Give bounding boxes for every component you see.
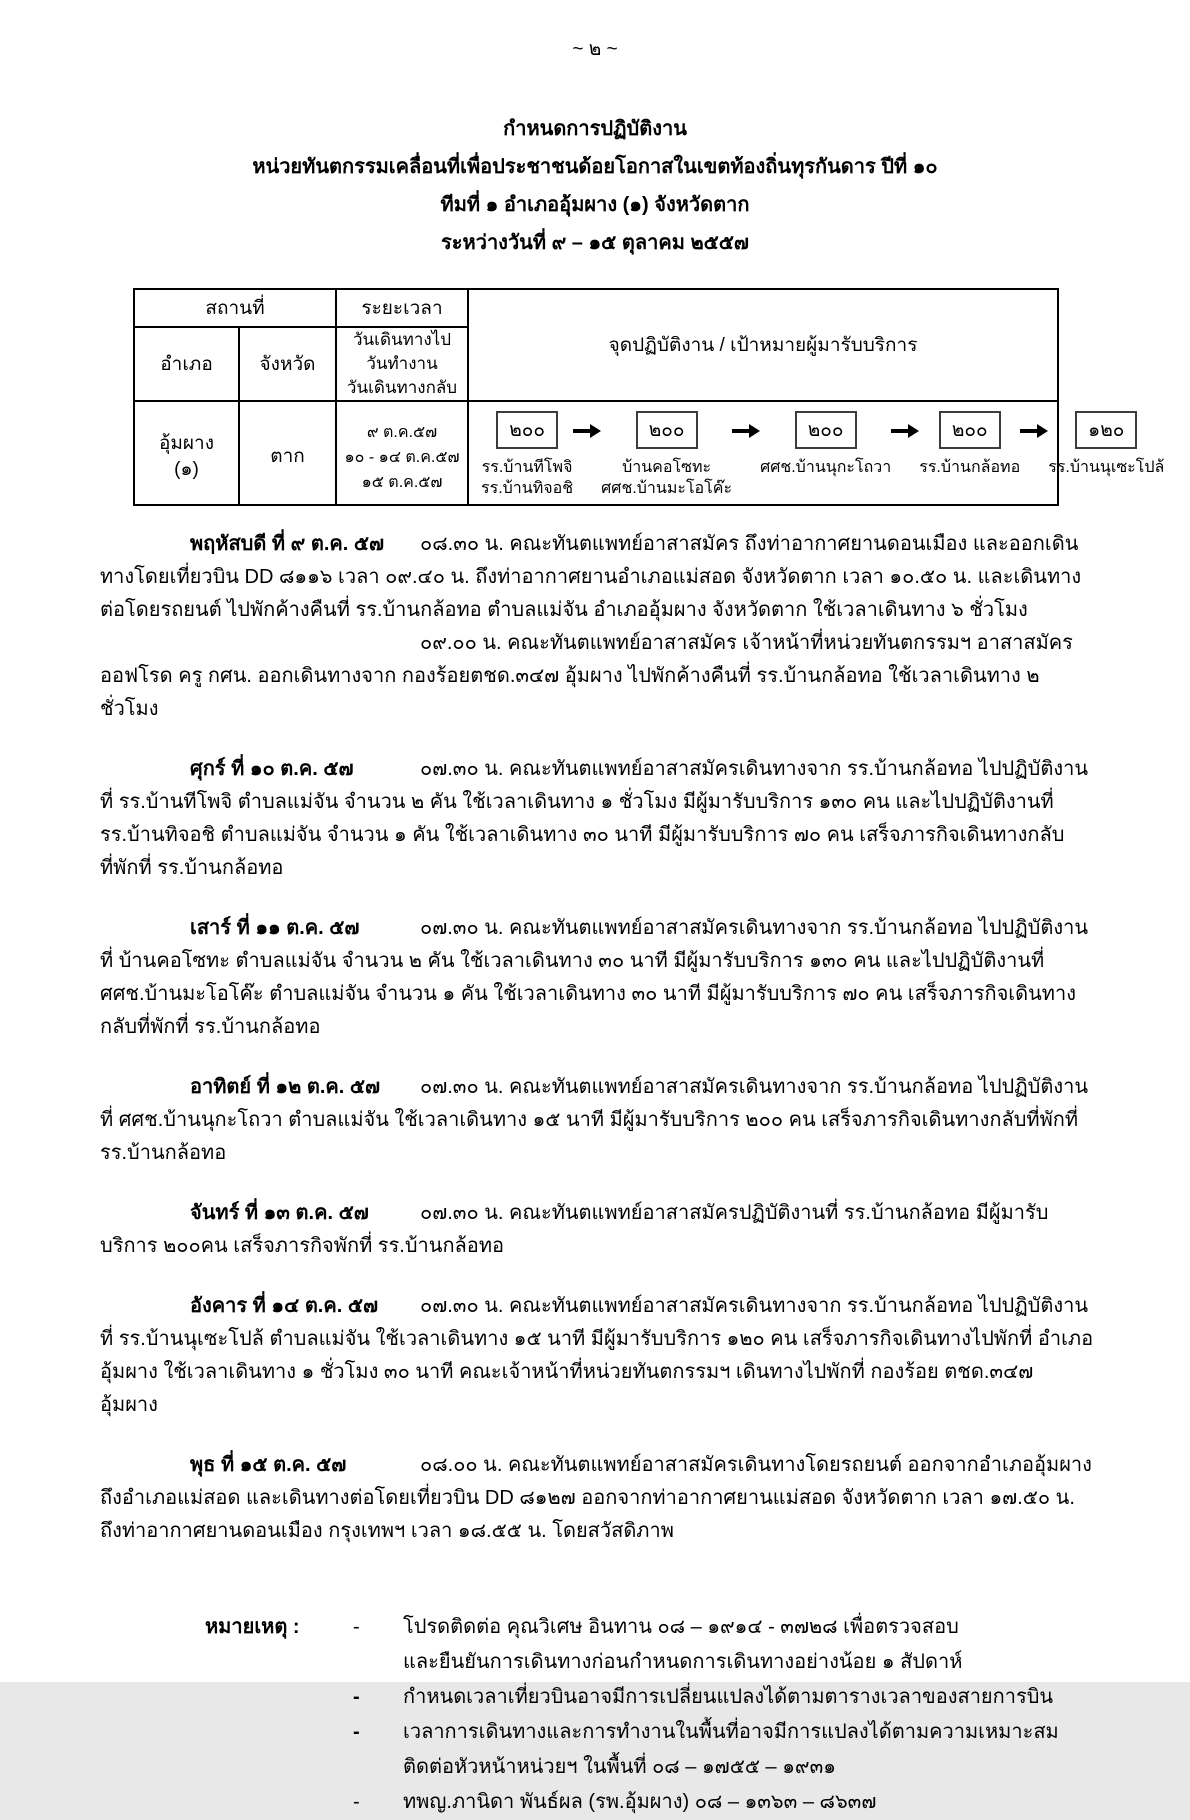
note-item: [353, 1680, 1095, 1715]
doc-title-line-3: ทีมที่ ๑ อำเภออุ้มผาง (๑) จังหวัดตาก: [440, 194, 750, 216]
bullet-dash: -: [353, 1616, 360, 1638]
paragraph-text: ๐๘.๓๐ น. คณะทันตแพทย์อาสาสมัคร ถึงท่าอากาศยานดอนเมือง และออกเดินทางโดยเที่ยวบิน DD ๘๑๑๖ เวลา ๐๙.๔๐ น. ถึงท่าอากาศยานอำเภอแม่สอด จังหวัดตาก เวลา ๑๐.๕๐ น. และเดินทางต่อโดยรถยนต์ ไปพักค้างคืนที่ รร.บ้านกล้อทอ ตำบลแม่จัน อำเภออุ้มผาง จังหวัดตาก ใช้เวลาเดินทาง ๖ ชั่วโมง: [100, 533, 1082, 621]
note-item: [353, 1785, 1095, 1820]
note-item: [353, 1610, 1095, 1680]
amphoe-line1: อุ้มผาง: [158, 433, 214, 454]
schedule-paragraph-fri: [100, 753, 1095, 885]
duration-sub-line2: วันทำงาน: [366, 354, 438, 373]
col-header-target: จุดปฏิบัติงาน / เป้าหมายผู้มารับบริการ: [468, 289, 1058, 401]
bullet-dash: -: [353, 1721, 360, 1743]
day-heading: เสาร์ ที่ ๑๑ ต.ค. ๕๗: [190, 917, 360, 939]
schedule-paragraph-wed: [100, 1449, 1095, 1548]
note-text: [403, 1610, 1095, 1680]
bullet-dash: -: [353, 1791, 360, 1813]
flow-box-value: ๒๐๐: [496, 411, 558, 449]
note-text: [403, 1680, 1095, 1715]
paragraph-text: ๐๘.๐๐ น. คณะทันตแพทย์อาสาสมัครเดินทางโดยรถยนต์ ออกจากอำเภออุ้มผาง ถึงอำเภอแม่สอด และเดินทางต่อโดยเที่ยวบิน DD ๘๑๒๗ ออกจากท่าอากาศยานแม่สอด จังหวัดตาก เวลา ๑๗.๕๐ น. ถึงท่าอากาศยานดอนเมือง กรุงเทพฯ เวลา ๑๘.๕๕ น. โดยสวัสดิภาพ: [100, 1454, 1092, 1542]
flow-box-sublabel: ศศช.บ้านมะโอโค๊ะ: [601, 480, 733, 497]
note-line: เวลาการเดินทางและการทำงานในพื้นที่อาจมีการแปลงได้ตามความเหมาะสม: [403, 1721, 1059, 1743]
flow-box-value: ๒๐๐: [795, 411, 857, 449]
arrow-right-icon: [573, 424, 601, 438]
flow-row: [481, 411, 1165, 499]
schedule-paragraph-thu: [100, 528, 1095, 627]
note-line: ทพญ.ภานิดา พันธ์ผล (รพ.อุ้มผาง) ๐๘ – ๑๓๖๓ – ๘๖๓๗: [403, 1791, 877, 1813]
flow-box-value: ๒๐๐: [939, 411, 1001, 449]
flow-node-1: [481, 411, 573, 499]
note-text: [403, 1785, 1095, 1820]
flow-box-label: รร.บ้านกล้อทอ: [919, 459, 1021, 476]
col-header-province: จังหวัด: [239, 327, 336, 401]
paragraph-text: ๐๗.๓๐ น. คณะทันตแพทย์อาสาสมัครเดินทางจาก รร.บ้านกล้อทอ ไปปฏิบัติงานที่ รร.บ้านทีโพจิ ตำบลแม่จัน จำนวน ๒ คัน ใช้เวลาเดินทาง ๑ ชั่วโมง มีผู้มารับบริการ ๑๓๐ คน และไปปฏิบัติงานที่ รร.บ้านทิจอชิ ตำบลแม่จัน จำนวน ๑ คัน ใช้เวลาเดินทาง ๓๐ นาที มีผู้มารับบริการ ๗๐ คน เสร็จภารกิจเดินทางกลับที่พักที่ รร.บ้านกล้อทอ: [100, 758, 1088, 879]
paragraph-text: ๐๗.๓๐ น. คณะทันตแพทย์อาสาสมัครปฏิบัติงานที่ รร.บ้านกล้อทอ มีผู้มารับบริการ ๒๐๐คน เสร็จภารกิจพักที่ รร.บ้านกล้อทอ: [100, 1202, 1049, 1257]
arrow-right-icon: [732, 424, 760, 438]
flow-node-4: [919, 411, 1020, 478]
flow-box-sublabel: รร.บ้านทิจอชิ: [481, 480, 574, 497]
doc-title-line-4: ระหว่างวันที่ ๙ – ๑๕ ตุลาคม ๒๕๕๗: [441, 232, 749, 254]
duration-sub-line3: วันเดินทางกลับ: [346, 378, 458, 397]
note-item: [353, 1715, 1095, 1785]
day-heading: อังคาร ที่ ๑๔ ต.ค. ๕๗: [190, 1295, 379, 1317]
date-return: ๑๕ ต.ค.๕๗: [361, 473, 443, 491]
flow-node-5: [1048, 411, 1164, 478]
amphoe-line2: (๑): [174, 459, 199, 480]
day-heading: พุธ ที่ ๑๕ ต.ค. ๕๗: [190, 1454, 347, 1476]
flow-node-2: [601, 411, 732, 499]
flow-box-label: บ้านคอโซทะ: [622, 459, 712, 476]
notes-section: [205, 1610, 1095, 1820]
note-text: [403, 1715, 1095, 1785]
cell-province: ตาก: [239, 401, 336, 505]
note-line: และยืนยันการเดินทางก่อนกำหนดการเดินทางอย่างน้อย ๑ สัปดาห์: [403, 1651, 963, 1673]
flow-node-3: [760, 411, 891, 478]
note-line: กำหนดเวลาเที่ยวบินอาจมีการเปลี่ยนแปลงได้ตามตารางเวลาของสายการบิน: [403, 1686, 1054, 1708]
doc-title-line-2: หน่วยทันตกรรมเคลื่อนที่เพื่อประชาชนด้อยโอกาสในเขตท้องถิ่นทุรกันดาร ปีที่ ๑๐: [252, 156, 938, 178]
flow-box-label: รร.บ้านนุเซะโปล้: [1048, 459, 1165, 476]
day-heading: ศุกร์ ที่ ๑๐ ต.ค. ๕๗: [190, 758, 354, 780]
flow-box-label: รร.บ้านทีโพจิ: [481, 459, 573, 476]
cell-flow-diagram: [468, 401, 1165, 505]
notes-label: หมายเหตุ :: [205, 1616, 300, 1638]
notes-items: [353, 1610, 1095, 1820]
schedule-paragraphs: [0, 528, 1190, 1548]
note-line: โปรดติดต่อ คุณวิเศษ อินทาน ๐๘ – ๑๙๑๔ - ๓๗๒๘ เพื่อตรวจสอบ: [403, 1616, 959, 1638]
doc-title-line-1: กำหนดการปฏิบัติงาน: [503, 118, 687, 140]
paragraph-text: ๐๗.๓๐ น. คณะทันตแพทย์อาสาสมัครเดินทางจาก รร.บ้านกล้อทอ ไปปฏิบัติงานที่ ศศช.บ้านนุกะโถวา ตำบลแม่จัน ใช้เวลาเดินทาง ๑๕ นาที มีผู้มารับบริการ ๒๐๐ คน เสร็จภารกิจเดินทางกลับที่พักที่ รร.บ้านกล้อทอ: [100, 1076, 1088, 1164]
col-header-amphoe: อำเภอ: [134, 327, 239, 401]
duration-sub-line1: วันเดินทางไป: [352, 330, 452, 349]
col-header-duration-sub: [336, 327, 468, 401]
cell-dates: [336, 401, 468, 505]
day-heading: อาทิตย์ ที่ ๑๒ ต.ค. ๕๗: [190, 1076, 381, 1098]
date-work: ๑๐ - ๑๔ ต.ค.๕๗: [344, 448, 460, 466]
cell-amphoe: [134, 401, 239, 505]
col-header-place: สถานที่: [134, 289, 336, 327]
schedule-paragraph-tue: [100, 1290, 1095, 1422]
bullet-dash: -: [353, 1686, 360, 1708]
flow-box-value: ๒๐๐: [636, 411, 698, 449]
arrow-right-icon: [891, 424, 919, 438]
schedule-paragraph-mon: [100, 1197, 1095, 1263]
table-row: [134, 401, 1058, 505]
flow-box-label: ศศช.บ้านนุกะโถวา: [760, 459, 892, 476]
paragraph-text: ๐๗.๓๐ น. คณะทันตแพทย์อาสาสมัครเดินทางจาก รร.บ้านกล้อทอ ไปปฏิบัติงานที่ รร.บ้านนุเซะโปล้ ตำบลแม่จัน ใช้เวลาเดินทาง ๑๕ นาที มีผู้มารับบริการ ๑๒๐ คน เสร็จภารกิจเดินทางไปพักที่ อำเภออุ้มผาง ใช้เวลาเดินทาง ๑ ชั่วโมง ๓๐ นาที คณะเจ้าหน้าที่หน่วยทันตกรรมฯ เดินทางไปพักที่ กองร้อย ตชด.๓๔๗ อุ้มผาง: [100, 1295, 1094, 1416]
schedule-paragraph-thu-extra: ๐๙.๐๐ น. คณะทันตแพทย์อาสาสมัคร เจ้าหน้าที่หน่วยทันตกรรมฯ อาสาสมัครออฟโรด ครู กศน. ออกเดินทางจาก กองร้อยตชด.๓๔๗ อุ้มผาง ไปพักค้างคืนที่ รร.บ้านกล้อทอ ใช้เวลาเดินทาง ๒ ชั่วโมง: [100, 632, 1073, 720]
paragraph-text: ๐๗.๓๐ น. คณะทันตแพทย์อาสาสมัครเดินทางจาก รร.บ้านกล้อทอ ไปปฏิบัติงานที่ บ้านคอโซทะ ตำบลแม่จัน จำนวน ๒ คัน ใช้เวลาเดินทาง ๓๐ นาที มีผู้มารับบริการ ๑๓๐ คน และไปปฏิบัติงานที่ ศศช.บ้านมะโอโค๊ะ ตำบลแม่จัน จำนวน ๑ คัน ใช้เวลาเดินทาง ๓๐ นาที มีผู้มารับบริการ ๗๐ คน เสร็จภารกิจเดินทางกลับที่พักที่ รร.บ้านกล้อทอ: [100, 917, 1088, 1038]
arrow-right-icon: [1020, 424, 1048, 438]
flow-box-value: ๑๒๐: [1075, 411, 1137, 449]
day-heading: จันทร์ ที่ ๑๓ ต.ค. ๕๗: [190, 1202, 369, 1224]
date-go: ๙ ต.ค.๕๗: [366, 423, 438, 441]
document-header: [0, 110, 1190, 262]
flow-diagram: [469, 403, 1165, 503]
schedule-paragraph-sat: [100, 912, 1095, 1044]
schedule-table: [133, 288, 1165, 506]
day-heading: พฤหัสบดี ที่ ๙ ต.ค. ๕๗: [190, 533, 385, 555]
col-header-duration: ระยะเวลา: [336, 289, 468, 327]
page-number: ~ ๒ ~: [572, 39, 618, 60]
schedule-paragraph-sun: [100, 1071, 1095, 1170]
note-line: ติดต่อหัวหน้าหน่วยฯ ในพื้นที่ ๐๘ – ๑๗๕๕ – ๑๙๓๑: [403, 1756, 836, 1778]
